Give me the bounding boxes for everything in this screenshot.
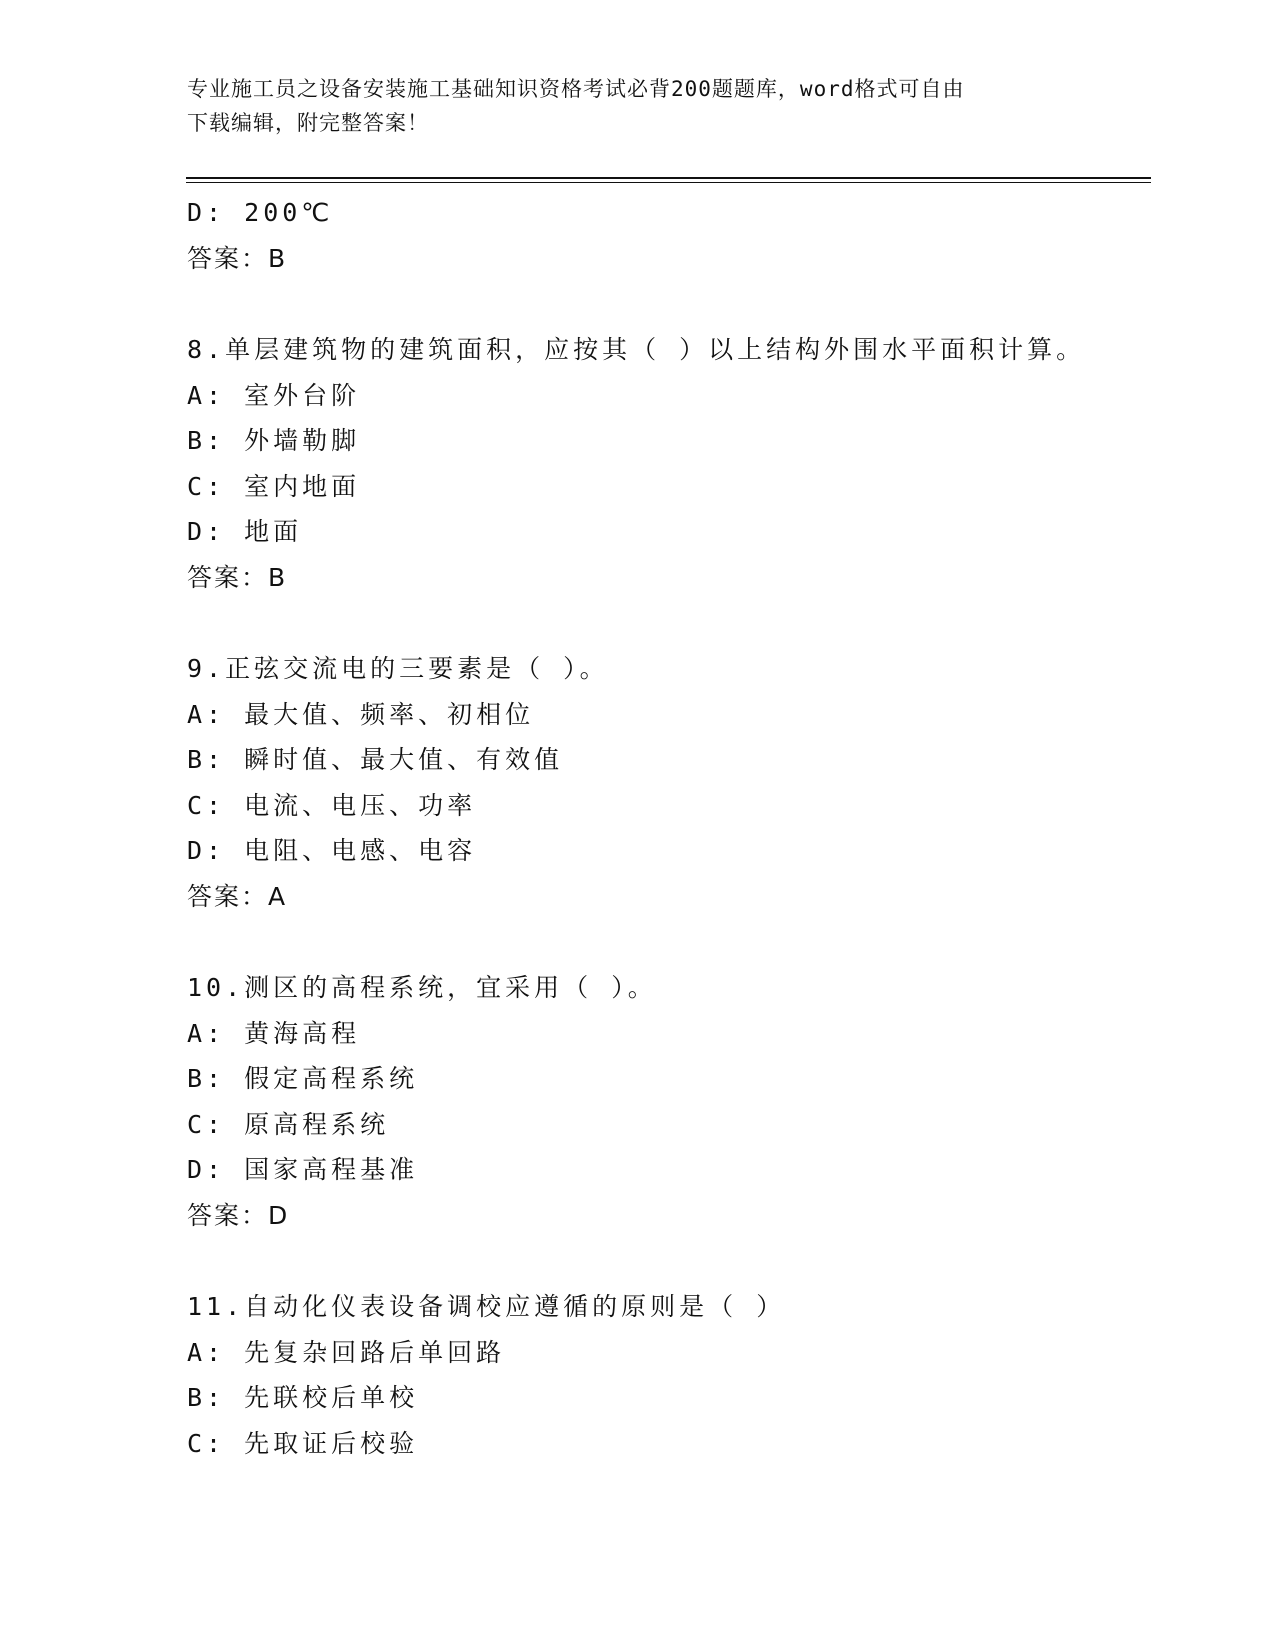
question-stem: 11.自动化仪表设备调校应遵循的原则是（ ） [187,1292,786,1321]
option-b: B: 瞬时值、最大值、有效值 [187,745,564,774]
option-d: D: 电阻、电感、电容 [187,836,477,865]
answer: 答案：B [187,562,288,592]
option-b: B: 先联校后单校 [187,1383,419,1412]
answer: 答案：D [187,1200,290,1230]
question-stem: 9.正弦交流电的三要素是（ ）。 [187,654,609,683]
option-b: B: 假定高程系统 [187,1064,419,1093]
question-8 [187,327,1147,600]
option-c: C: 先取证后校验 [187,1428,419,1458]
question-stem: 10.测区的高程系统，宜采用（ ）。 [187,973,657,1002]
question-list [187,190,1147,1466]
question-11 [187,1284,1147,1466]
question-9 [187,646,1147,919]
option-c: C: 电流、电压、功率 [187,790,477,820]
option-d: D: 地面 [187,517,303,546]
header-rule-thick [186,177,1151,179]
header-line-2: 下载编辑，附完整答案！ [187,111,429,135]
header-line-1: 专业施工员之设备安装施工基础知识资格考试必背200题题库，word格式可自由 [187,77,965,101]
question-stem: 8.单层建筑物的建筑面积，应按其（ ）以上结构外围水平面积计算。 [187,335,1086,364]
header-rule-thin [186,182,1151,183]
document-header [187,72,1087,140]
option-a: A: 室外台阶 [187,380,361,410]
carry-over-option-d: D: 200℃ [187,198,334,227]
option-d: D: 国家高程基准 [187,1155,419,1184]
carry-over-answer: 答案：B [187,243,288,273]
option-b: B: 外墙勒脚 [187,426,361,455]
question-10 [187,965,1147,1238]
option-a: A: 先复杂回路后单回路 [187,1337,506,1367]
option-a: A: 黄海高程 [187,1018,361,1048]
option-c: C: 室内地面 [187,471,361,501]
option-a: A: 最大值、频率、初相位 [187,699,535,729]
answer: 答案：A [187,881,288,911]
option-c: C: 原高程系统 [187,1109,390,1139]
